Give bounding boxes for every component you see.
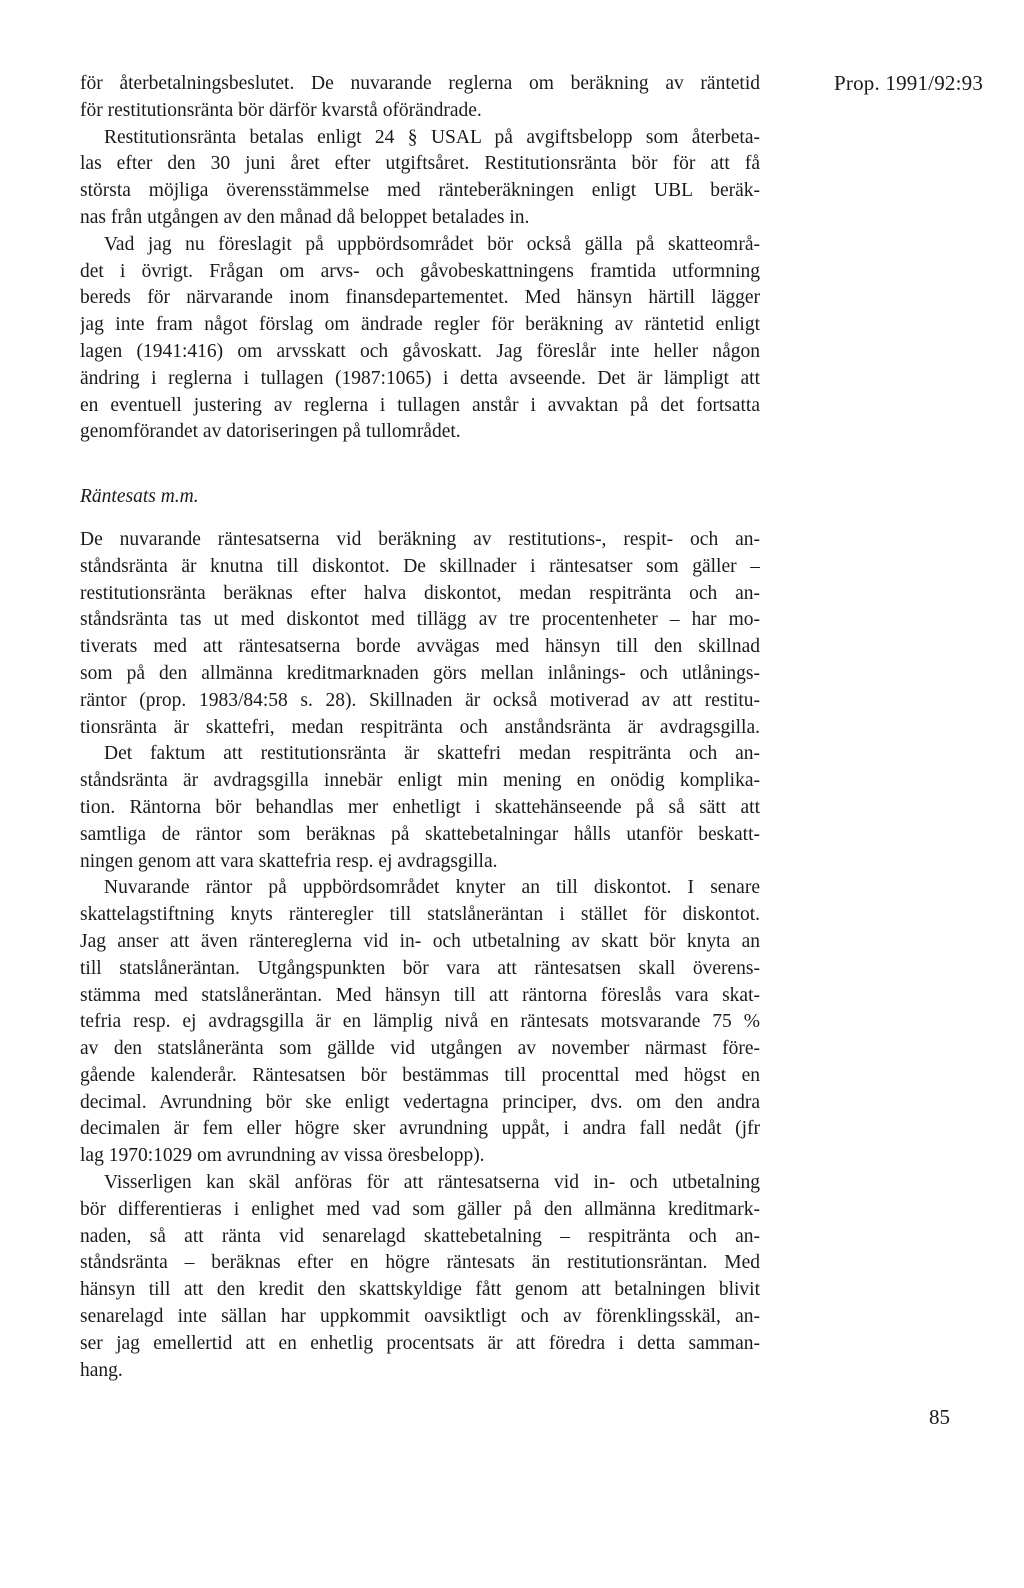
text-line: för restitutionsränta bör därför kvarstå oförändrade. xyxy=(80,99,482,121)
text-line: Jag anser att även räntereglerna vid in- och utbetalning av skatt bör knyta an xyxy=(80,930,760,952)
text-line: av den statslåneränta som gällde vid utgången av november närmast före- xyxy=(80,1038,760,1060)
text-line: ståndsränta är knutna till diskontot. De skillnader i räntesatser som gäller – xyxy=(80,555,760,577)
section-rantesats-text xyxy=(80,527,760,1385)
text-line: till statslåneräntan. Utgångspunkten bör vara att räntesatsen skall överens- xyxy=(80,957,760,979)
text-line: Restitutionsränta betalas enligt 24 § USAL på avgiftsbelopp som återbeta- xyxy=(104,126,760,148)
text-line: genomförandet av datoriseringen på tullområdet. xyxy=(80,421,461,443)
text-line: nas från utgången av den månad då beloppet betalades in. xyxy=(80,206,530,228)
text-line: tionsränta är skattefri, medan respitränta och anståndsränta är avdragsgilla. xyxy=(80,716,760,738)
section-restitution-text xyxy=(80,71,760,446)
proposition-reference: Prop. 1991/92:93 xyxy=(834,71,984,95)
text-line: tion. Räntorna bör behandlas mer enhetligt i skattehänseende på så sätt att xyxy=(80,796,760,818)
text-line: lag 1970:1029 om avrundning av vissa öresbelopp). xyxy=(80,1145,485,1167)
text-line: ståndsränta tas ut med diskontot med tillägg av tre procentenheter – har mo- xyxy=(80,609,760,631)
text-line: hänsyn till att den kredit den skattskyldige fått genom att betalningen blivit xyxy=(80,1279,760,1301)
text-line: tefria resp. ej avdragsgilla är en lämplig nivå en räntesats motsvarande 75 % xyxy=(80,1011,760,1033)
text-line: ändring i reglerna i tullagen (1987:1065) i detta avseende. Det är lämpligt att xyxy=(80,367,760,389)
text-line: hang. xyxy=(80,1359,123,1381)
text-line: ser jag emellertid att en enhetlig procentsats är att föredra i detta samman- xyxy=(80,1332,760,1354)
text-line: gående kalenderår. Räntesatsen bör bestämmas till procenttal med högst en xyxy=(80,1064,760,1086)
text-line: ståndsränta – beräknas efter en högre räntesats än restitutionsräntan. Med xyxy=(80,1252,760,1274)
text-line: för återbetalningsbeslutet. De nuvarande reglerna om beräkning av räntetid xyxy=(80,73,760,94)
text-line: naden, så att ränta vid senarelagd skattebetalning – respitränta och an- xyxy=(80,1225,760,1247)
text-line: det i övrigt. Frågan om arvs- och gåvobeskattningens framtida utformning xyxy=(80,260,760,282)
text-line: Vad jag nu föreslagit på uppbördsområdet bör också gälla på skatteområ- xyxy=(104,233,760,255)
text-line: De nuvarande räntesatserna vid beräkning av restitutions-, respit- och an- xyxy=(80,528,760,550)
page-number: 85 xyxy=(929,1405,950,1429)
text-line: lagen (1941:416) om arvsskatt och gåvoskatt. Jag föreslår inte heller någon xyxy=(80,340,760,362)
text-line: bör differentieras i enlighet med vad som gäller på den allmänna kreditmark- xyxy=(80,1198,760,1220)
text-line: bereds för närvarande inom finansdepartementet. Med hänsyn härtill lägger xyxy=(80,287,760,309)
text-line: som på den allmänna kreditmarknaden görs mellan inlånings- och utlånings- xyxy=(80,662,760,684)
section-heading-rantesats: Räntesats m.m. xyxy=(80,486,199,508)
text-line: tiverats med att räntesatserna borde avvägas med hänsyn till den skillnad xyxy=(80,636,760,658)
text-line: jag inte fram något förslag om ändrade regler för beräkning av räntetid enligt xyxy=(80,314,760,336)
text-line: skattelagstiftning knyts ränteregler till statslåneräntan i stället för diskontot. xyxy=(80,904,760,926)
text-line: senarelagd inte sällan har uppkommit oavsiktligt och av förenklingsskäl, an- xyxy=(80,1306,760,1328)
text-line: ståndsränta är avdragsgilla innebär enligt min mening en onödig komplika- xyxy=(80,770,760,792)
text-line: stämma med statslåneräntan. Med hänsyn till att räntorna föreslås vara skat- xyxy=(80,984,760,1006)
text-line: en eventuell justering av reglerna i tullagen anstår i avvaktan på det fortsatta xyxy=(80,394,760,416)
text-line: Det faktum att restitutionsränta är skattefri medan respitränta och an- xyxy=(104,743,760,765)
text-line: decimalen är fem eller högre sker avrundning uppåt, i andra fall nedåt (jfr xyxy=(80,1118,760,1140)
text-line: las efter den 30 juni året efter utgiftsåret. Restitutionsränta bör för att få xyxy=(80,153,760,175)
text-line: största möjliga överensstämmelse med ränteberäkningen enligt UBL beräk- xyxy=(80,180,760,202)
text-line: ningen genom att vara skattefria resp. ej avdragsgilla. xyxy=(80,850,498,872)
text-line: Nuvarande räntor på uppbördsområdet knyter an till diskontot. I senare xyxy=(104,877,760,899)
text-line: restitutionsränta beräknas efter halva diskontot, medan respitränta och an- xyxy=(80,582,760,604)
text-line: räntor (prop. 1983/84:58 s. 28). Skillnaden är också motiverad av att restitu- xyxy=(80,689,760,711)
body-text-column xyxy=(80,71,760,1384)
text-line: decimal. Avrundning bör ske enligt vedertagna principer, dvs. om den andra xyxy=(80,1091,760,1113)
text-line: Visserligen kan skäl anföras för att räntesatserna vid in- och utbetalning xyxy=(104,1172,760,1194)
text-line: samtliga de räntor som beräknas på skattebetalningar hålls utanför beskatt- xyxy=(80,823,760,845)
